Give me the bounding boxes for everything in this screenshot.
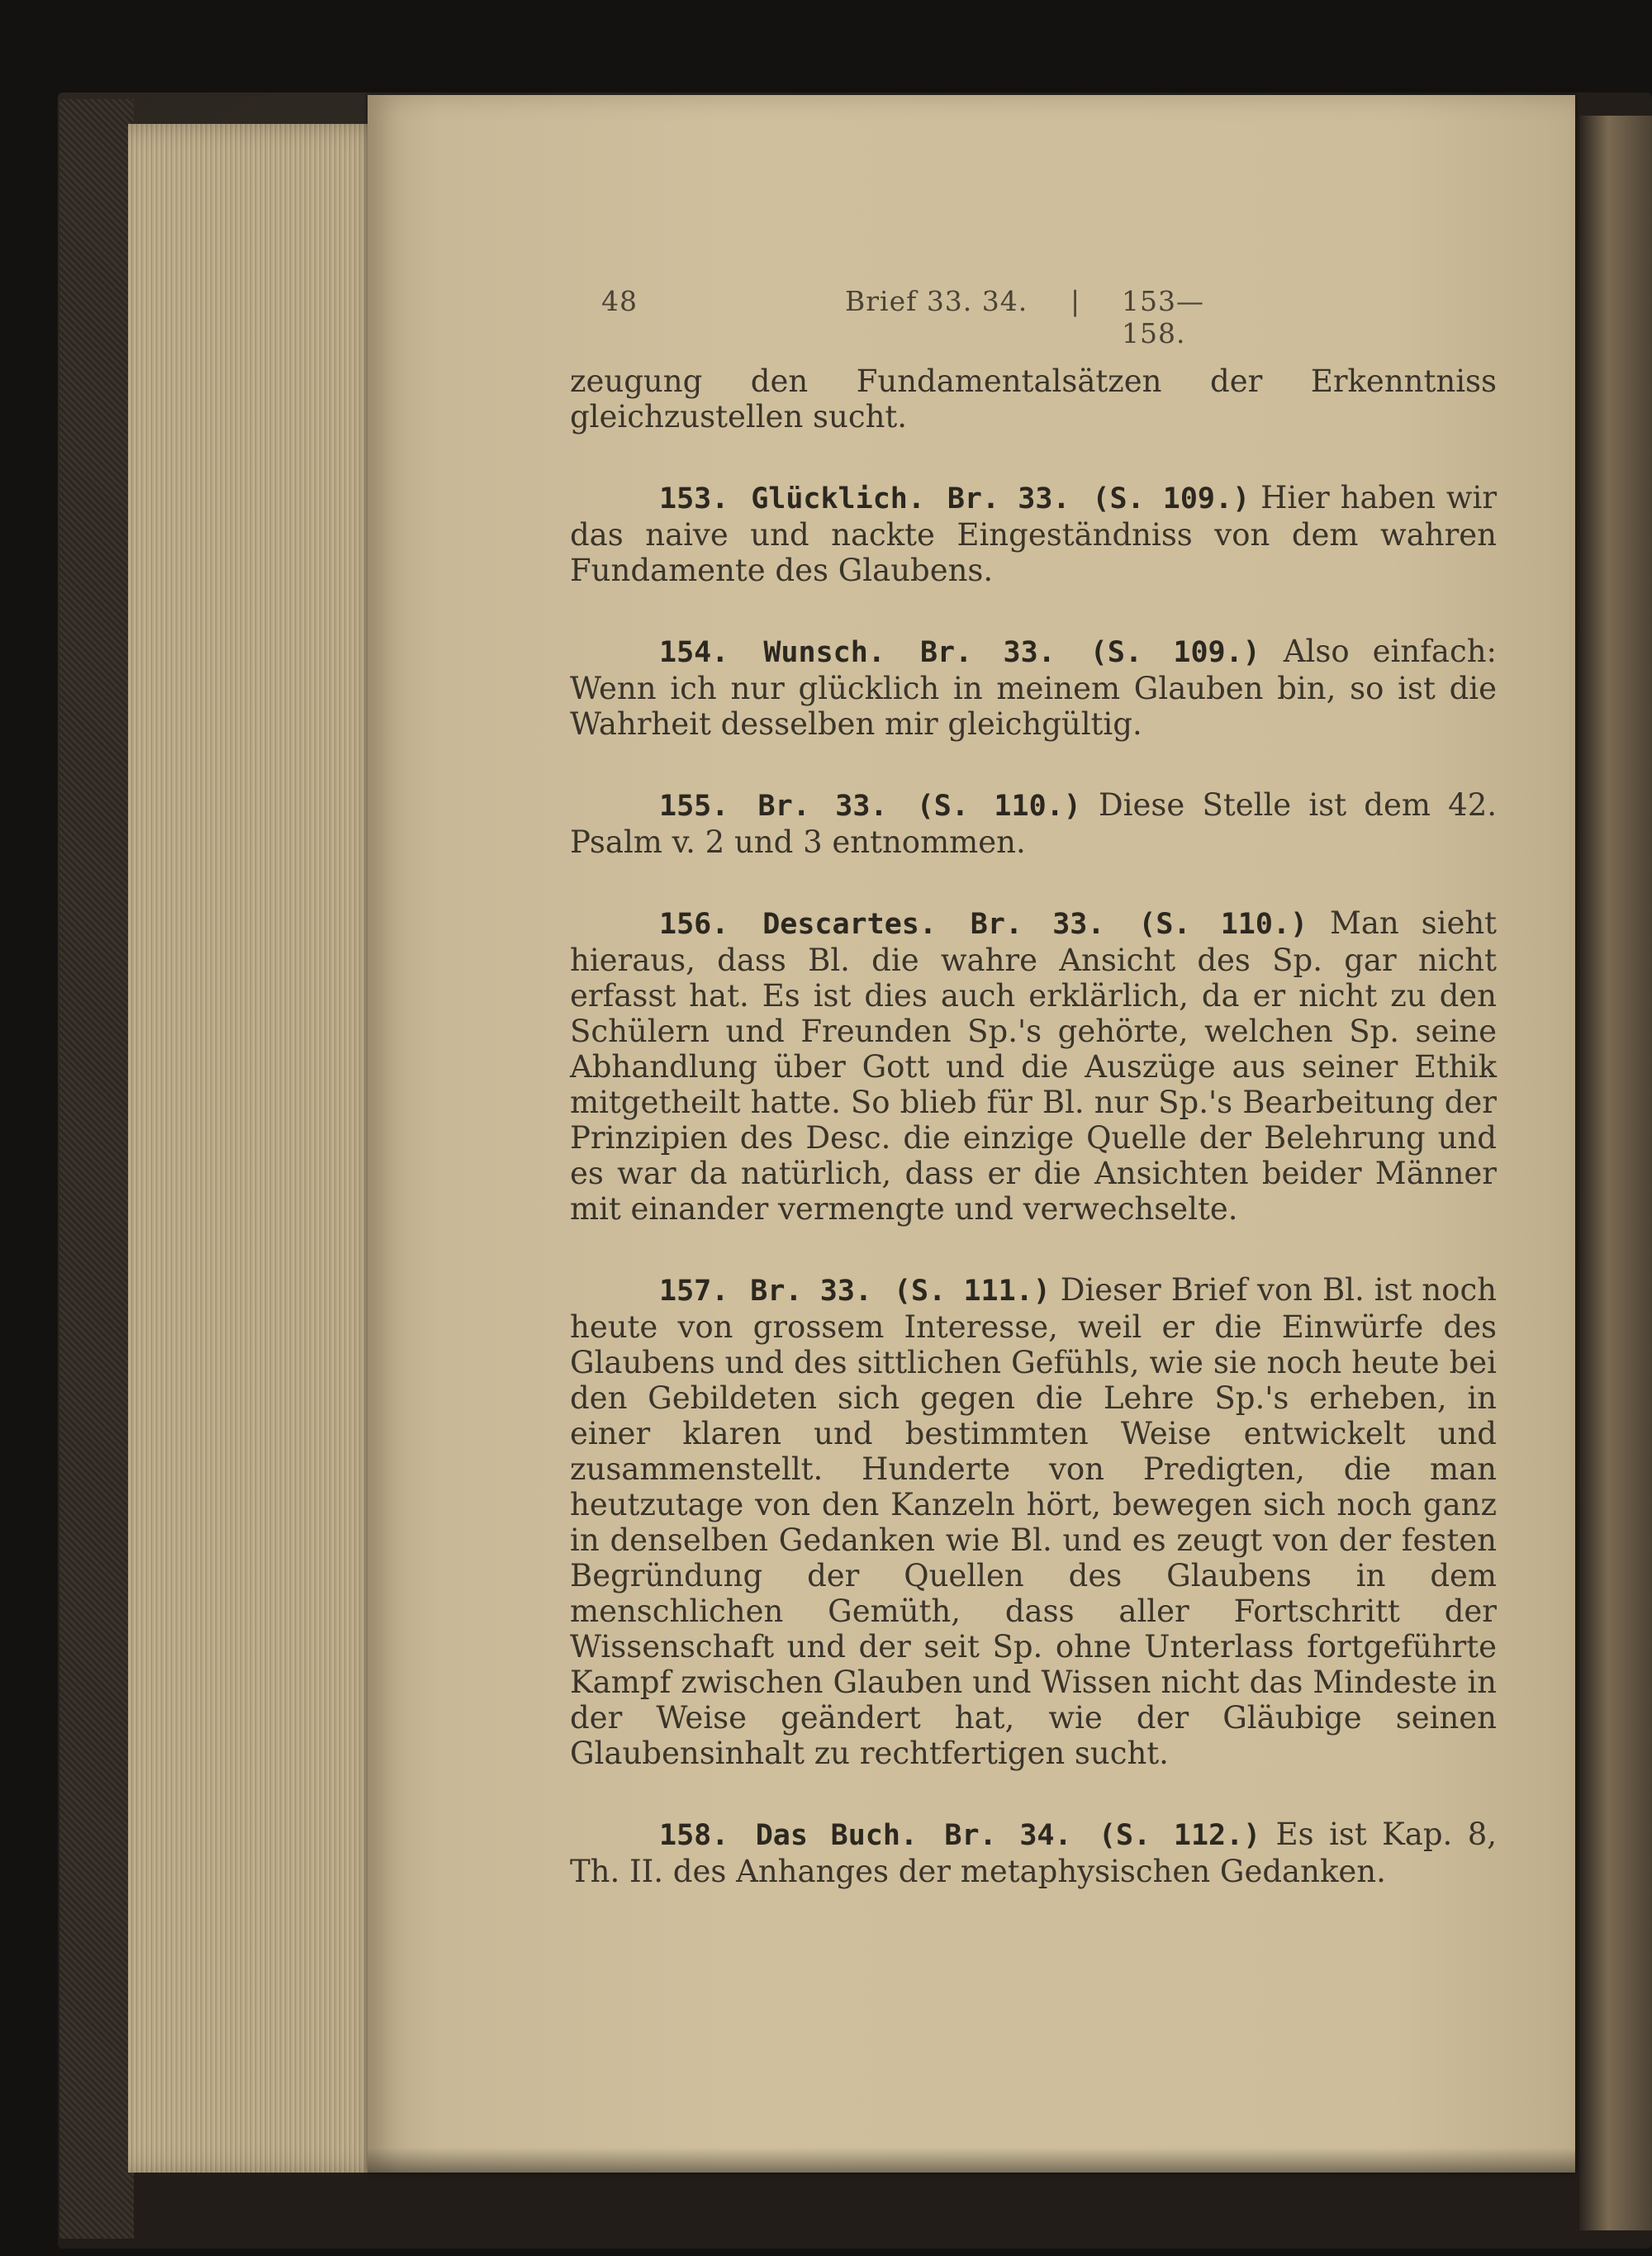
note-text: Also einfach: Wenn ich nur glücklich in meinem Glauben bin, so ist die Wahrheit desselben mir gleichgültig.	[570, 634, 1497, 742]
note-154	[570, 634, 1497, 742]
page-block-edges	[128, 124, 392, 2173]
note-text: Es ist Kap. 8, Th. II. des Anhanges der metaphysischen Gedanken.	[570, 1817, 1498, 1889]
page-ref: (S. 110.)	[916, 790, 1081, 823]
page-bottom-shadow	[368, 2148, 1575, 2173]
note-156	[570, 905, 1497, 1227]
note-number: 154.	[659, 636, 729, 669]
intro-paragraph: zeugung den Fundamentalsätzen der Erkenntniss gleichzustellen sucht.	[570, 363, 1497, 435]
note-number: 156.	[659, 908, 729, 941]
note-158	[570, 1817, 1497, 1889]
page-ref: (S. 109.)	[1089, 636, 1260, 669]
note-text: Dieser Brief von Bl. ist noch heute von grossem Interesse, weil er die Einwürfe des Glaubens und des sittlichen Gefühls, wie sie noch heute bei den Gebildeten sich gegen die Lehre Sp.'s erheben, in einer klaren und bestimmten Weise entwickelt und zusammenstellt. Hunderte von Predigten, die man heutzutage von den Kanzeln hört, bewegen sich noch ganz in denselben Gedanken wie Bl. und es zeugt von der festen Begründung der Quellen des Glaubens in dem menschlichen Gemüth, dass aller Fortschritt der Wissenschaft und der seit Sp. ohne Unterlass fortgeführte Kampf zwischen Glauben und Wissen nicht das Mindeste in der Weise geändert hat, wie der Gläubige seinen Glaubensinhalt zu rechtfertigen sucht.	[570, 1272, 1498, 1771]
note-number: 153.	[659, 482, 729, 515]
note-text: Diese Stelle ist dem 42. Psalm v. 2 und 3 entnommen.	[570, 787, 1498, 860]
letter-ref: Br. 33.	[947, 482, 1070, 515]
letter-ref: Br. 33.	[970, 908, 1105, 941]
facing-page-edge	[1579, 116, 1652, 2230]
note-text: Man sieht hieraus, dass Bl. die wahre Ansicht des Sp. gar nicht erfasst hat. Es ist dies auch erklärlich, da er nicht zu den Schülern und Freunden Sp.'s gehörte, welchen Sp. seine Abhandlung über Gott und die Auszüge aus seiner Ethik mitgetheilt hatte. So blieb für Bl. nur Sp.'s Bearbeitung der Prinzipien des Desc. die einzige Quelle der Belehrung und es war da natürlich, dass er die Ansichten beider Männer mit einander vermengte und verwechselte.	[570, 905, 1498, 1227]
note-number: 155.	[659, 790, 729, 823]
page-ref: (S. 111.)	[893, 1275, 1051, 1308]
page-text	[570, 363, 1497, 1889]
note-153	[570, 480, 1497, 588]
note-keyword: Descartes.	[762, 908, 937, 941]
letter-reference: Brief 33. 34.	[845, 285, 1028, 317]
page-ref: (S. 112.)	[1098, 1819, 1261, 1852]
note-keyword: Das Buch.	[755, 1819, 918, 1852]
note-155	[570, 787, 1497, 860]
page-number: 48	[601, 285, 638, 317]
note-keyword: Wunsch.	[763, 636, 885, 669]
note-keyword: Glücklich.	[751, 482, 925, 515]
note-number: 158.	[659, 1819, 729, 1852]
note-range: 153—158.	[1122, 285, 1204, 349]
letter-ref: Br. 33.	[757, 790, 888, 823]
note-number: 157.	[659, 1275, 729, 1308]
page-ref: (S. 110.)	[1138, 908, 1308, 941]
letter-ref: Br. 33.	[919, 636, 1056, 669]
note-text: Hier haben wir das naive und nackte Eingeständniss von dem wahren Fundamente des Glaubens.	[570, 480, 1498, 588]
letter-ref: Br. 34.	[944, 1819, 1072, 1852]
page-ref: (S. 109.)	[1092, 482, 1251, 515]
book-spine-edge	[59, 99, 134, 2239]
letter-ref: Br. 33.	[750, 1275, 872, 1308]
header-separator: |	[1070, 285, 1081, 317]
note-157	[570, 1272, 1497, 1771]
